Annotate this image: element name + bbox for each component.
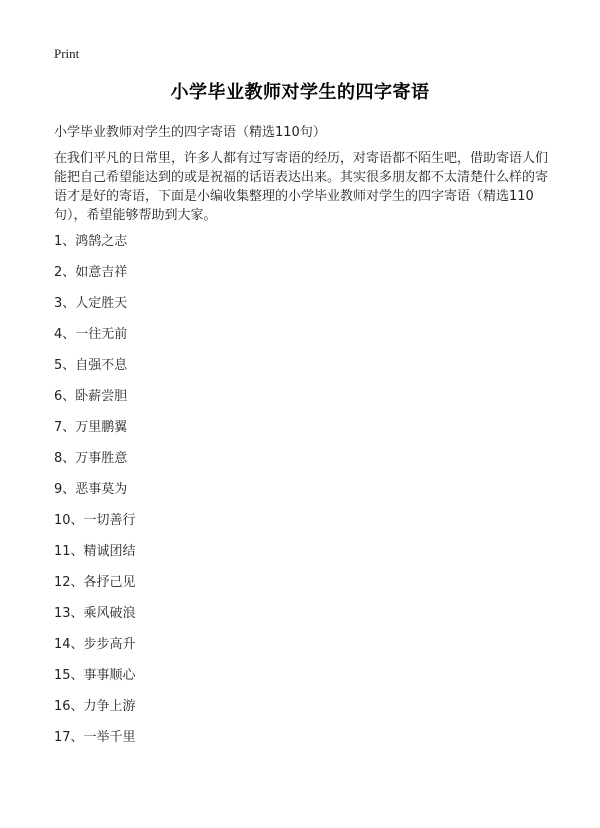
list-item: 7、万里鹏翼 — [54, 420, 128, 435]
list-item: 4、一往无前 — [54, 327, 128, 342]
list-item: 15、事事顺心 — [54, 668, 136, 683]
article-subtitle: 小学毕业教师对学生的四字寄语（精选110句） — [54, 125, 326, 140]
list-item: 1、鸿鹄之志 — [54, 234, 128, 249]
list-item: 11、精诚团结 — [54, 544, 136, 559]
list-item: 13、乘风破浪 — [54, 606, 136, 621]
list-item: 17、一举千里 — [54, 730, 136, 745]
print-link[interactable]: Print — [54, 46, 80, 61]
list-item: 2、如意吉祥 — [54, 265, 128, 280]
list-item: 5、自强不息 — [54, 358, 128, 373]
list-item: 9、恶事莫为 — [54, 482, 128, 497]
page-title: 小学毕业教师对学生的四字寄语 — [170, 82, 430, 103]
list-item: 3、人定胜天 — [54, 296, 128, 311]
list-item: 10、一切善行 — [54, 513, 136, 528]
list-item: 12、各抒己见 — [54, 575, 136, 590]
list-item: 16、力争上游 — [54, 699, 136, 714]
intro-paragraph: 在我们平凡的日常里，许多人都有过写寄语的经历，对寄语都不陌生吧，借助寄语人们能把自己希望能达到的或是祝福的话语表达出来。其实很多朋友都不太清楚什么样的寄语才是好的寄语，下面是小编收集整理的小学毕业教师对学生的四字寄语（精选110句），希望能够帮助到大家。 — [54, 151, 549, 223]
blessing-list — [54, 234, 136, 761]
list-item: 6、卧薪尝胆 — [54, 389, 128, 404]
list-item: 14、步步高升 — [54, 637, 136, 652]
list-item: 8、万事胜意 — [54, 451, 128, 466]
